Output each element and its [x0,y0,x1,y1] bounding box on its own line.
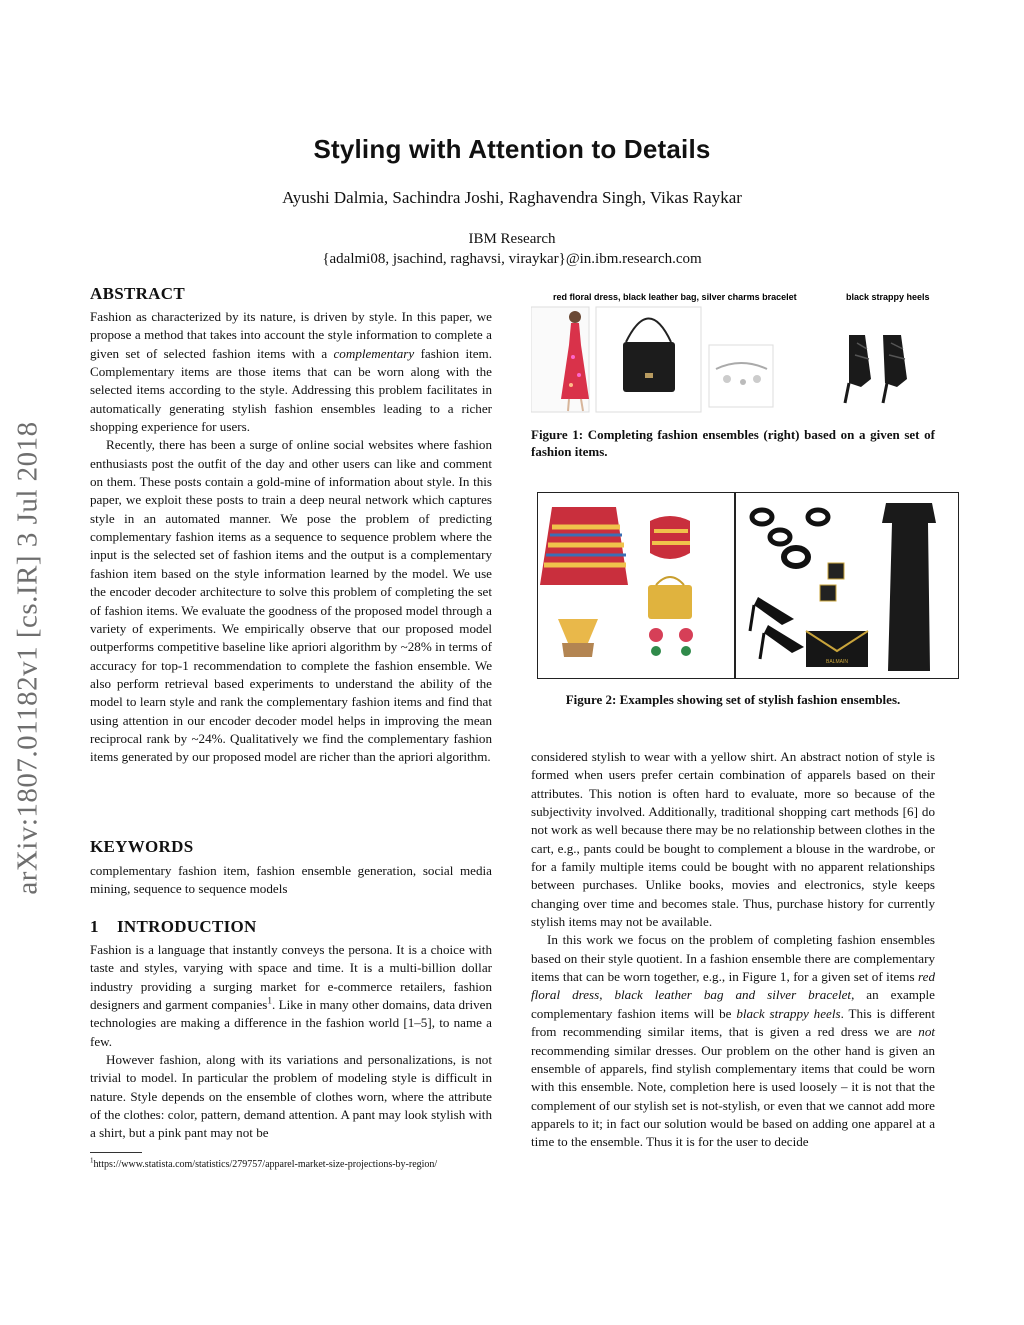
abstract-paragraph-1: Fashion as characterized by its nature, is driven by style. In this paper, we propose a method that takes into account the style information to complete a given set of selected fashion items with a complementary fashion item. Complementary items are those items that can be worn along with the selected items according to the style. Addressing this problem facilitates in automatically generating stylish fashion ensembles leading to a richer shopping experience for users. [90,309,493,435]
figure-1-caption: Figure 1: Completing fashion ensembles (right) based on a given set of fashion items. [531,427,935,459]
intro-paragraph-3: considered stylish to wear with a yellow shirt. An abstract notion of style is formed when users prefer certain combination of apparels based on their attributes. This notion is often hard to evaluate, more so because of the subjectivity involved. Additionally, traditional shopping cart methods [6] do not work as well because there may be no relationship between clothes in the cart, e.g., pants could be bought to complement a blouse in the wardrobe, or for a family multiple items could be bought with no apparent relationships between purchases. Unlike books, movies and electronics, style keeps changing over time and becomes stale. Thus, purchase history for currently stylish items may not be available. [531,749,935,930]
figure-1 [531,287,935,417]
silver-bracelet-image [709,345,773,407]
introduction-body-left [90,941,492,1143]
black-leather-bag-image [596,307,701,412]
ensemble-panel-1 [537,492,735,679]
keywords-text: complementary fashion item, fashion ensemble generation, social media mining, sequence to sequence models [90,863,492,897]
author-list: Ayushi Dalmia, Sachindra Joshi, Raghavendra Singh, Vikas Raykar [282,188,742,207]
figure-2 [537,492,959,679]
paper-title: Styling with Attention to Details [313,134,711,164]
ensemble-panel-2 [735,492,959,679]
intro-paragraph-2: However fashion, along with its variations and personalizations, is not trivial to model. In particular the problem of modeling style is difficult in nature. Style depends on the ensemble of clothes worn, where the attribute of the clothes: color, pattern, demand attention. A pant may look stylish with a shirt, but a pink pant may not be [90,1052,492,1141]
introduction-body-right [531,748,935,1152]
figure-1-output-label: black strappy heels [846,292,930,302]
keywords-heading: KEYWORDS [90,837,194,856]
footnote-divider [90,1152,142,1153]
intro-paragraph-1: Fashion is a language that instantly conveys the persona. It is a choice with taste and styles, varying with space and time. It is a multi-billion dollar industry providing a surging market for e-commerce retailers, fashion designers and garment companies$^1$. Like in many other domains, data driven technologies are making a difference in the fashion world [1–5], to name a few. [90,942,493,1049]
affiliation: IBM Research [468,231,556,247]
footnote: $^1$https://www.statista.com/statistics/279757/apparel-market-size-projections-by-region/ [90,1156,438,1170]
introduction-heading: 1 INTRODUCTION [90,917,257,936]
figure-1-images [531,287,935,417]
intro-paragraph-4: In this work we focus on the problem of completing fashion ensembles based on their style quotient. In a fashion ensemble there are complementary items that can be worn together, e.g., in Figure 1, for a given set of items red floral dress, black leather bag and silver bracelet, an example complementary fashion items will be black strappy heels. This is different from recommending similar items, that is given a red dress we are not recommending similar dresses. Our problem on the other hand is given an ensemble of apparels, find stylish complementary items that could be worn with this ensemble. Note, completion here is used loosely – it is not that the complement of our stylish set is not-stylish, or even that we cannot add more apparels to it; in fact our solution would be based on adding one apparel at a time to the ensemble. Thus it is for the user to decide [531,932,935,1150]
figure-2-caption: Figure 2: Examples showing set of stylish fashion ensembles. [565,692,901,707]
abstract-heading: ABSTRACT [90,284,185,303]
arxiv-watermark [8,385,48,930]
bag-brand-text: BALMAIN [826,659,848,665]
black-strappy-heels-image [831,307,935,412]
arxiv-id: arXiv:1807.01182v1 [cs.IR] 3 Jul 2018 [11,420,44,895]
figure-1-input-label: red floral dress, black leather bag, silver charms bracelet [553,292,797,302]
red-floral-dress-image [531,307,589,412]
footnote-ref: 1 [267,995,272,1006]
abstract-body [90,308,492,767]
abstract-paragraph-2: Recently, there has been a surge of online social websites where fashion enthusiasts post the outfit of the day and other users can like and comment on them. These posts contain a gold-mine of information about style. In this paper, we exploit these posts to train a deep neural network which captures style in an automated manner. We pose the problem of predicting complementary fashion items as a sequence to sequence problem where the input is the selected set of fashion items and the output is a complementary fashion item based on the style information learned by the model. We use the encoder decoder architecture to solve this problem of completing the set of fashion items. We evaluate the goodness of the proposed model through a variety of experiments. We empirically observe that our proposed model outperforms competitive baseline like apriori algorithm by ~28% in terms of accuracy for top-1 recommendation to complete the fashion ensemble. We also perform retrieval based experiments to understand the ability of the model to learn style and rank the complementary fashion items and find that using attention in our encoder decoder model helps in improving the mean reciprocal rank by ~24%. Qualitatively we find the complementary fashion items generated by our proposed model are richer than the apriori algorithm. [90,437,492,765]
author-emails: {adalmi08, jsachind, raghavsi, viraykar}@in.ibm.research.com [322,251,702,267]
